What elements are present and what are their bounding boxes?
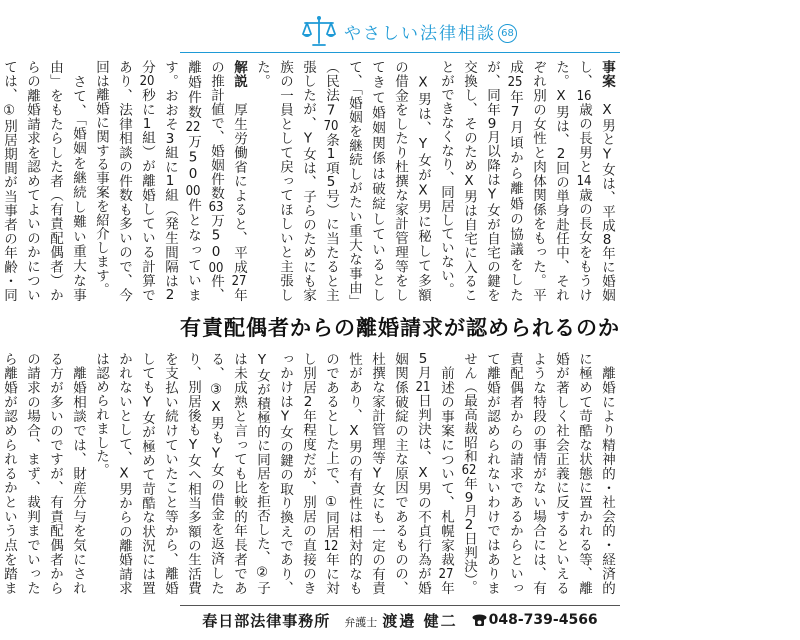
section-label: 事案 xyxy=(599,60,615,88)
lower-paragraph: 離婚により精神的・社会的・経済的に極めて苛酷な状態に置かれる等、離婚が著しく社会正義に反するといえるような特段の事情がない場合には、有責配偶者からの請求であるからといって離婚が認められないわけではありません（最高裁昭和62年9月2日判決）。 xyxy=(461,352,615,595)
article-body-upper xyxy=(1,60,618,303)
issue-number-badge: 68 xyxy=(498,24,517,43)
lower-paragraph: 離婚相談では、財産分与を気にされる方が多いのですが、有責配偶者からの請求の場合、まず、裁判までいったら離婚が認められるかという点を踏ま xyxy=(1,352,86,595)
lower-paragraph: 前述の事案について、札幌家裁27年5月21日判決は、X男の不貞行為が婚姻関係破綻の主な原因であるものの、杜撰な家計管理等Y女にも一定の有責性があり、X男の有責性は相対的なものであるとした上で、①同居12年に対し別居2年程度だが、別居の直接のきっかけはY女の鍵の取り換えであり、Y女が積極的に同居を拒否した、②子は未成熟と言っても比較的年長者である、③X男もY女の借金を返済したり、別居後もY女へ相当多額の生活費を支払い続けていたこと等から、離婚してもY女が極めて苛酷な状況には置かれないとして、X男からの離婚請求は認められました。 xyxy=(93,352,454,595)
column-header xyxy=(300,12,514,50)
attorney xyxy=(344,610,457,631)
attorney-title: 弁護士 xyxy=(344,615,378,629)
upper-paragraph: 事案 X男とY女は、平成8年に婚姻し、16歳の長男と14歳の長女をもうけた。X男は、2回の単身赴任中、それぞれ別の女性と肉体関係をもった。平成25年7月頃から離婚の協議をしたが、同年9月以降はY女が自宅の鍵を交換し、そのためX男は自宅に入ることができなくなり、同居していない。 xyxy=(438,60,615,302)
section-label: 解説 xyxy=(231,60,247,89)
upper-paragraph: さて、「婚姻を継続し難い重大な事由」をもたらした者（有責配偶者）からの離婚請求を認めてよいのかについては、①別居期間が当事者の年齢・同 xyxy=(1,60,86,302)
article-headline: 有責配偶者からの離婚請求が認められるのか xyxy=(180,316,620,340)
series-title: やさしい法律相談 68 xyxy=(344,19,517,44)
contact-footer xyxy=(180,605,620,634)
phone-number: 048-739-4566 xyxy=(472,612,598,628)
scales-of-justice-icon xyxy=(300,14,338,48)
attorney-name: 渡邉 健二 xyxy=(382,611,458,630)
upper-paragraph: 解説 厚生労働省によると、平成27年の推計値で、婚姻件数63万5000件、離婚件数22万5000件となっています。おおそ3組に1組（発生間隔は2分20秒に1組）が離婚している計算であり、法律相談の件数も多いので、今回は離婚に関する事案を紹介します。 xyxy=(93,60,247,302)
phone-icon xyxy=(472,614,487,627)
article-body-lower xyxy=(1,352,618,595)
firm-name: 春日部法律事務所 xyxy=(202,611,331,630)
header-divider xyxy=(180,52,620,53)
upper-paragraph: X男は、Y女がX男に秘して多額の借金をしたり杜撰な家計管理等をしてきて婚姻関係は破綻しているとして、「婚姻を継続しがたい重大な事由」（民法770条1項5号）に当たると主張したが、Y女は、子らのためにも家族の一員として戻ってほしいと主張した。 xyxy=(254,60,431,303)
